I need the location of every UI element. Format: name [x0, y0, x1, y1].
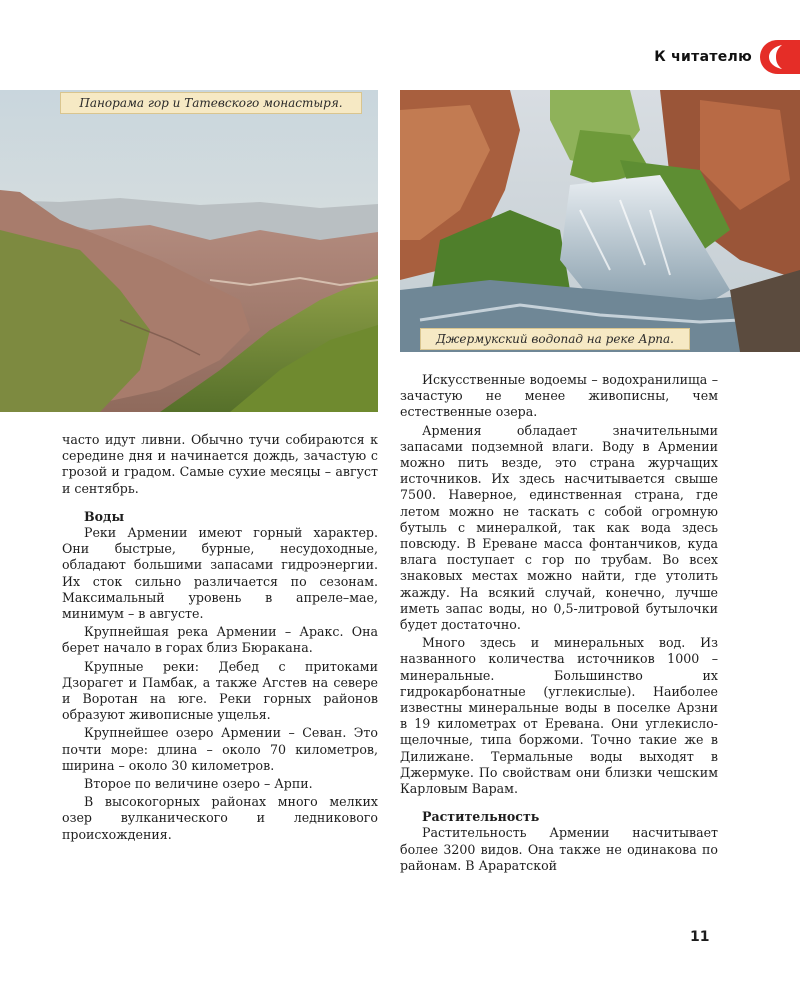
section-heading-waters: Воды	[84, 508, 125, 524]
paragraph: В высокогорных районах много мелких озер вулканического и ледникового происхождения.	[62, 794, 378, 842]
left-text-column	[62, 432, 378, 845]
paragraph: Крупнейшее озеро Армении – Севан. Это почти море: длина – около 70 километров, ширина – около 30 километров.	[62, 725, 378, 773]
paragraph: Много здесь и минеральных вод. Из названного количества источников 1000 – минеральные. Большинство их гидрокарбонатные (углекислые). Наиболее известны минеральные воды в поселке Арзни в 19 километрах от Еревана. Они углекисло-щелочные, типа боржоми. Точно такие же в Дилижане. Термальные воды выходят в Джермуке. По свойствам они близки чешским Карловым Варам.	[400, 635, 718, 797]
paragraph: часто идут ливни. Обычно тучи собираются к середине дня и начинается дождь, зачастую с грозой и градом. Самые сухие месяцы – август и сентябрь.	[62, 432, 378, 496]
red-swoosh-icon	[760, 40, 800, 74]
paragraph: Искусственные водоемы – водохранилища – зачастую не менее живописны, чем естественные озера.	[400, 372, 718, 420]
section-heading-vegetation: Растительность	[422, 809, 540, 825]
section-title: К читателю	[654, 49, 752, 65]
paragraph: Крупнейшая река Армении – Аракс. Она берет начало в горах близ Бюракана.	[62, 624, 378, 656]
page-number: 11	[690, 929, 710, 945]
section-header	[654, 40, 800, 74]
mountain-panorama-photo	[0, 90, 378, 412]
paragraph: Реки Армении имеют горный характер. Они быстрые, бурные, несудоходные, обладают большими запасами гидроэнергии. Их сток сильно различается по сезонам. Максимальный уровень в апреле–мае, минимум – в августе.	[62, 525, 378, 622]
waterfall-photo	[400, 90, 800, 352]
paragraph: Армения обладает значительными запасами подземной влаги. Воду в Армении можно пить везде, это страна журчащих источников. Их здесь насчитывается свыше 7500. Наверное, единственная страна, где летом можно не таскать с собой огромную бутыль с минералкой, так как вода здесь повсюду. В Ереване масса фонтанчиков, куда влага поступает с гор по трубам. Во всех знаковых местах можно найти, где утолить жажду. На всякий случай, конечно, лучше иметь запас воды, но 0,5-литровой бутылочки будет достаточно.	[400, 422, 718, 633]
paragraph: Растительность Армении насчитывает более 3200 видов. Она также не одинакова по районам. В Араратской	[400, 825, 718, 873]
paragraph: Второе по величине озеро – Арпи.	[84, 776, 313, 792]
figure-caption-waterfall: Джермукский водопад на реке Арпа.	[420, 328, 690, 350]
figure-caption-mountains: Панорама гор и Татевского монастыря.	[60, 92, 362, 114]
right-text-column	[400, 372, 718, 876]
paragraph: Крупные реки: Дебед с притоками Дзорагет и Памбак, а также Агстев на севере и Воротан на юге. Реки горных районов образуют живописные ущелья.	[62, 658, 378, 723]
